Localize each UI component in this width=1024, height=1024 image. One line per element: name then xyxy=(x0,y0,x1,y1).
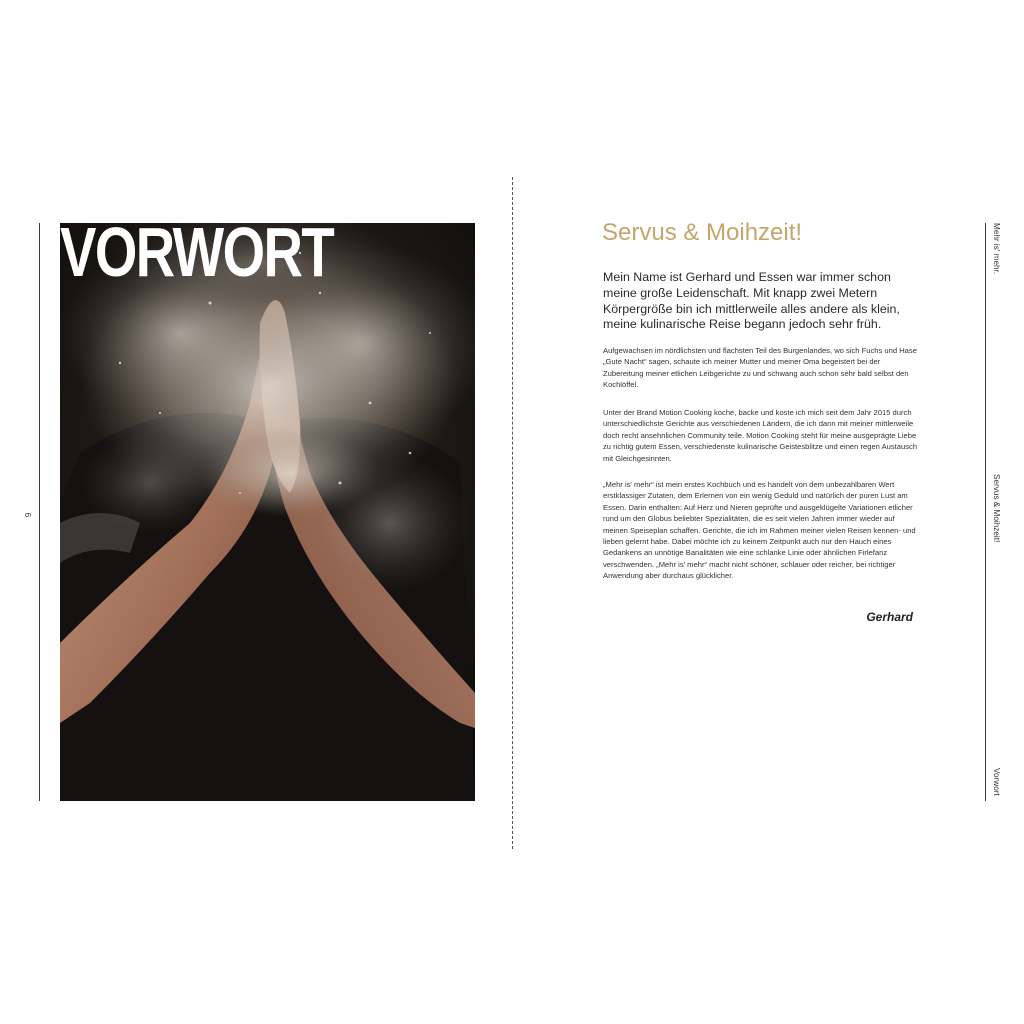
running-label-book-title: Mehr is' mehr. xyxy=(992,223,1001,275)
spine-fold-line xyxy=(512,177,513,849)
body-paragraph: Aufgewachsen im nördlichsten und flachsten Teil des Burgenlandes, wo sich Fuchs und Hase „Gute Nacht“ sagen, schaute ich meiner Mutter und meiner Oma begeistert bei der Zubereitung meiner etlichen Leibgerichte zu und schwang auch schon sehr bald selbst den Kochlöffel. xyxy=(603,346,917,390)
left-margin-rule xyxy=(39,223,40,801)
section-heading: Servus & Moihzeit! xyxy=(602,219,803,246)
photo-illustration xyxy=(60,223,475,801)
page-title: VORWORT xyxy=(60,223,334,291)
right-margin-rule xyxy=(985,223,986,801)
author-signature: Gerhard xyxy=(866,610,913,624)
body-paragraph: „Mehr is' mehr“ ist mein erstes Kochbuch und es handelt von dem unbezahlbaren Wert erstklassiger Zutaten, dem Erlernen von ein wenig Geduld und natürlich der puren Lust am Essen. Darin enthalten: Auf Herz und Nieren geprüfte und ausgeklügelte Variationen etlicher rund um den Globus beliebter Spezialitäten, die es seit vielen Jahren immer wieder auf meinen Speiseplan schaffen. Gerichte, die ich im Rahmen meiner vielen Reisen kennen- und lieben gelernt habe. Dabei möchte ich zu keinem Zeitpunkt auch nur den Hauch eines Gedankens an unnötige Banalitäten wie eine schlanke Linie oder ähnlichen Firlefanz verschwenden. „Mehr is' mehr“ macht nicht schöner, schlauer oder reicher, bei richtiger Anwendung aber durchaus glücklicher. xyxy=(603,480,916,581)
lead-paragraph: Mein Name ist Gerhard und Essen war immer schon meine große Leidenschaft. Mit knapp zwei Metern Körpergröße bin ich mittlerweile alles andere als klein, meine kulinarische Reise begann jedoch sehr früh. xyxy=(603,270,900,332)
running-label-section: Servus & Moihzeit! xyxy=(992,474,1001,543)
running-label-chapter: Vorwort xyxy=(992,768,1001,796)
page-number: 6 xyxy=(23,512,32,518)
flour-clap-photo xyxy=(60,223,475,801)
body-paragraph: Unter der Brand Motion Cooking koche, backe und koste ich mich seit dem Jahr 2015 durch unterschiedlichste Gerichte aus verschiedenen Ländern, die ich dann mit meiner mittlerweile doch recht ansehnlichen Community teile. Motion Cooking steht für meine ausgeprägte Liebe zu richtig gutem Essen, verschiedenste kulinarische Geistesblitze und einen regen Austausch mit Gleichgesinnten. xyxy=(603,408,918,463)
